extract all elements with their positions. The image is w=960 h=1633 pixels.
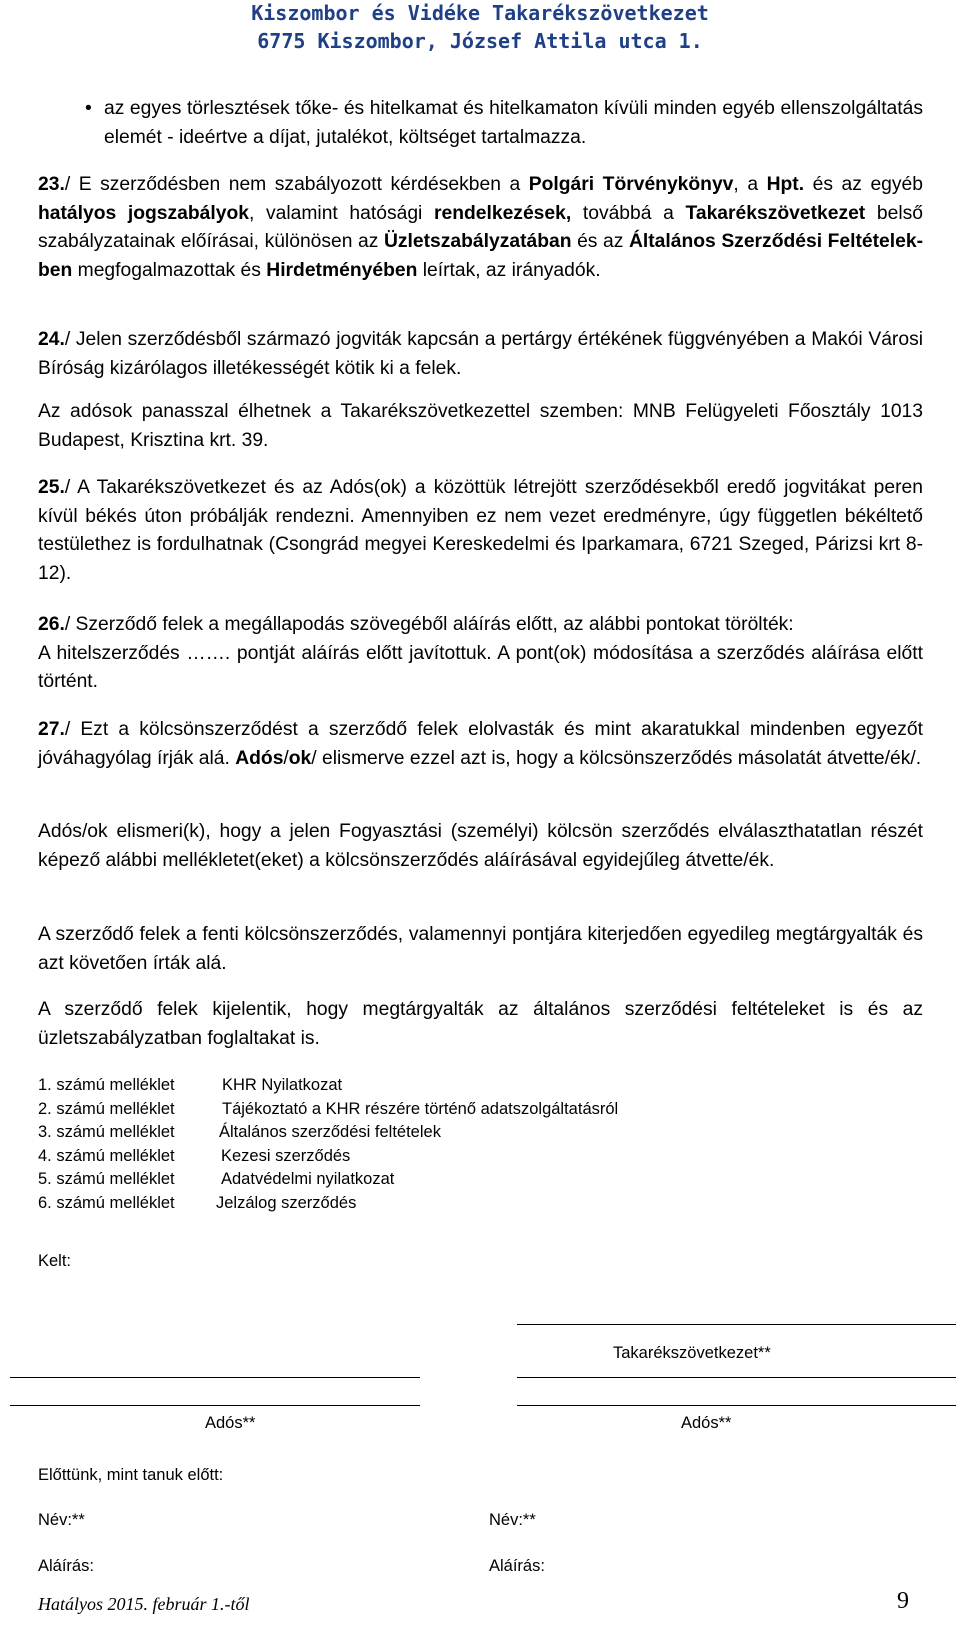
signature-line-debtor-right-2	[517, 1405, 956, 1406]
annex-number: 6. számú melléklet	[38, 1193, 175, 1212]
text-bold: ok	[288, 747, 312, 769]
witness-name-left: Név:**	[38, 1511, 85, 1529]
text-bold: Hpt.	[766, 174, 805, 195]
text: és az egyéb	[804, 174, 923, 195]
bullet-text: az egyes törlesztések tőke- és hitelkamat és hitelkamaton kívüli minden egyéb ellenszolgáltatás elemét - ideértve a díjat, jutalékot, költséget tartalmazza.	[104, 98, 923, 148]
witness-signature-right: Aláírás:	[489, 1557, 545, 1575]
annex-number: 3. számú melléklet	[38, 1123, 175, 1142]
section-text: / Jelen szerződésből származó jogviták kapcsán a pertárgy értékének függvényében a Makói Városi Bíróság kizárólagos illetékességét kötik ki a felek.	[38, 329, 923, 379]
section-number: 24.	[38, 329, 65, 350]
annex-name: Tájékoztató a KHR részére történő adatszolgáltatásról	[222, 1099, 619, 1118]
text: / elismerve ezzel azt is, hogy a kölcsönszerződés másolatát átvette/ék/.	[311, 747, 922, 769]
kelt-label: Kelt:	[38, 1252, 72, 1270]
annex-number: 2. számú melléklet	[38, 1099, 175, 1118]
section-24	[38, 326, 923, 383]
declaration-paragraph: A szerződő felek kijelentik, hogy megtárgyalták az általános szerződési feltételeket is és az üzletszabályzatban foglaltakat is.	[38, 999, 923, 1049]
text: továbbá a	[571, 202, 686, 224]
complaint-paragraph: Az adósok panasszal élhetnek a Takarékszövetkezettel szemben: MNB Felügyeleti Főosztály 1013 Budapest, Krisztina krt. 39.	[38, 401, 923, 451]
section-26	[38, 611, 923, 697]
text-bold: Üzletszabályzatában	[383, 231, 572, 253]
signature-line-bank	[517, 1324, 956, 1325]
organization-name: Kiszombor és Vidéke Takarékszövetkezet	[251, 1, 709, 25]
text-bold: rendelkezések,	[434, 202, 572, 224]
section-number: 26.	[38, 614, 65, 635]
annex-number: 4. számú melléklet	[38, 1146, 175, 1165]
text-bold: Általános Szerződési Feltételek-ben	[38, 231, 923, 281]
section-text-2: A hitelszerződés ……. pontját aláírás előtt javítottuk. A pont(ok) módosítása a szerződés aláírása előtt történt.	[38, 642, 923, 693]
annex-name: Adatvédelmi nyilatkozat	[221, 1170, 395, 1189]
bank-signature-label: Takarékszövetkezet**	[613, 1344, 771, 1362]
effective-date: Hatályos 2015. február 1.-től	[38, 1594, 250, 1614]
witness-name-right: Név:**	[489, 1511, 536, 1529]
debtor-left-label: Adós**	[205, 1414, 256, 1432]
text: belső szabályzatainak előírásai, különösen az	[38, 202, 923, 253]
text: és az	[571, 231, 629, 253]
text-bold: Takarékszövetkezet	[685, 202, 866, 224]
text: /	[283, 747, 289, 769]
signature-line-debtor-left	[10, 1377, 420, 1378]
text: / Ezt a kölcsönszerződést a szerződő felek elolvasták és mint akaratukkal mindenben egyezőt jóváhagyólag írják alá.	[38, 719, 923, 769]
witness-signature-left: Aláírás:	[38, 1557, 94, 1575]
section-number: 27.	[38, 719, 65, 740]
signature-line-debtor-left-2	[10, 1405, 420, 1406]
annex-number: 5. számú melléklet	[38, 1170, 175, 1189]
section-25	[38, 474, 923, 588]
text: , a	[733, 174, 767, 195]
text-bold: hatályos jogszabályok	[38, 202, 249, 224]
text: megfogalmazottak és	[72, 259, 267, 281]
bullet-symbol: •	[85, 98, 92, 119]
witnesses-label: Előttünk, mint tanuk előtt:	[38, 1466, 224, 1484]
annex-number: 1. számú melléklet	[38, 1076, 175, 1094]
section-27	[38, 716, 923, 773]
text-bold: Hirdetményében	[266, 259, 418, 281]
text: , valamint hatósági	[248, 202, 434, 224]
section-text: / A Takarékszövetkezet és az Adós(ok) a közöttük létrejött szerződésekből eredő jogvitákat peren kívül békés úton próbálják rendezni. Amennyiben ez nem vezet eredményre, úgy független békéltető testülethez is fordulhatnak (Csongrád megyei Kereskedelmi és Iparkamara, 6721 Szeged, Párizsi krt 8-12).	[38, 477, 923, 584]
annex-name: Általános szerződési feltételek	[219, 1123, 441, 1142]
acknowledge-paragraph: Adós/ok elismeri(k), hogy a jelen Fogyasztási (személyi) kölcsön szerződés elválaszthatatlan részét képező alábbi mellékletet(eket) a kölcsönszerződés aláírásával egyidejűleg átvette/ék.	[38, 821, 923, 871]
section-23	[38, 171, 923, 285]
negotiated-paragraph: A szerződő felek a fenti kölcsönszerződés, valamennyi pontjára kiterjedően egyedileg megtárgyalták és azt követően írták alá.	[38, 924, 923, 974]
section-number: 23.	[38, 174, 65, 195]
text-bold: Adós	[235, 747, 284, 769]
debtor-right-label: Adós**	[681, 1414, 732, 1432]
annex-name: Kezesi szerződés	[221, 1146, 351, 1165]
page-number: 9	[897, 1588, 909, 1614]
annex-name: Jelzálog szerződés	[216, 1193, 357, 1212]
text: leírtak, az irányadók.	[417, 259, 601, 281]
annex-name: KHR Nyilatkozat	[222, 1076, 343, 1094]
section-number: 25.	[38, 477, 65, 498]
text: / E szerződésben nem szabályozott kérdésekben a	[64, 174, 529, 195]
organization-address: 6775 Kiszombor, József Attila utca 1.	[257, 29, 703, 53]
signature-line-debtor-right	[517, 1377, 956, 1378]
text-bold: Polgári Törvénykönyv	[528, 174, 734, 195]
section-text: / Szerződő felek a megállapodás szövegéből aláírás előtt, az alábbi pontokat törölték:	[64, 614, 794, 635]
